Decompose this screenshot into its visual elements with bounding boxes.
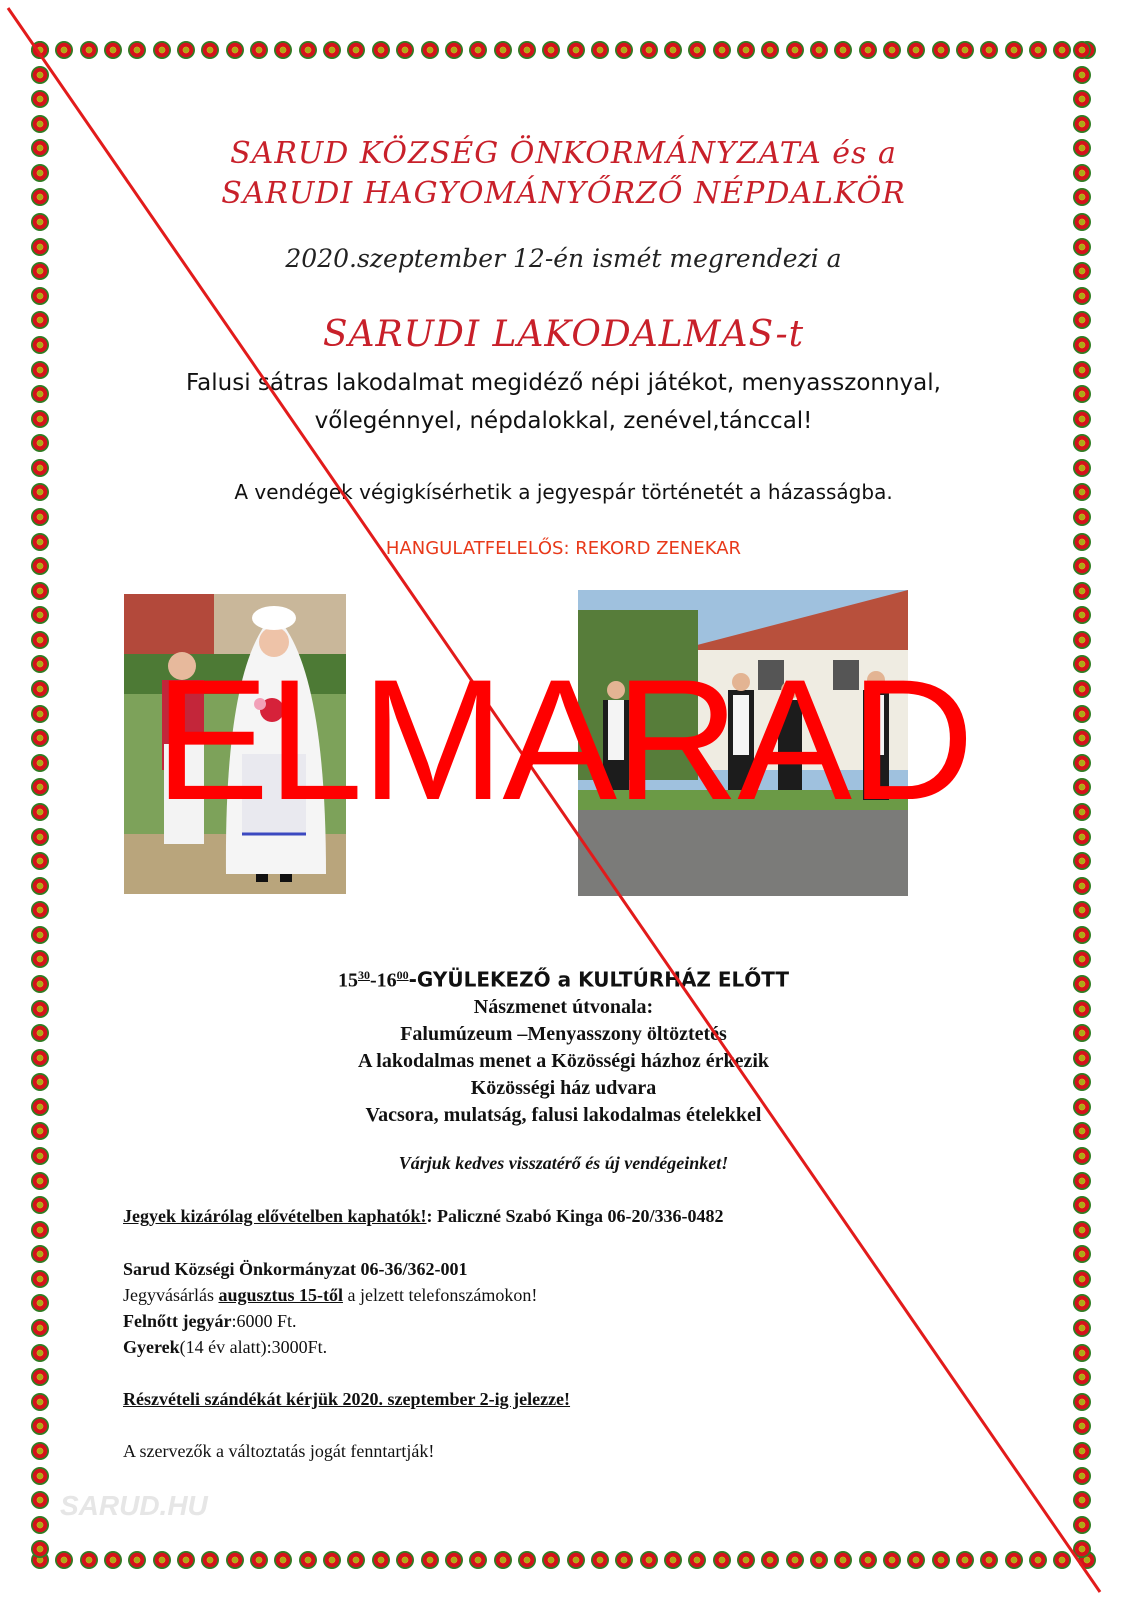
intro-line-2: vőlegénnyel, népdalokkal, zenével,tánccal!: [314, 408, 813, 434]
cancelled-stamp: ELMARAD: [154, 644, 973, 836]
route-step-3: Közösségi ház udvara: [470, 1077, 657, 1099]
guests-line: A vendégek végigkísérhetik a jegyespár történetét a házasságba.: [234, 480, 893, 504]
event-title: SARUDI LAKODALMAS-t: [322, 314, 805, 355]
adult-price: :6000 Ft.: [231, 1311, 297, 1331]
purchase-suffix: a jelzett telefonszámokon!: [342, 1285, 538, 1305]
tickets-label: Jegyek kizárólag elővételben kaphatók!: [123, 1206, 427, 1226]
rsvp-line: Részvételi szándékát kérjük 2020. szeptember 2-ig jelezze!: [123, 1389, 571, 1409]
route-title: Nászmenet útvonala:: [473, 996, 654, 1018]
intro-line-1: Falusi sátras lakodalmat megidéző népi játékot, menyasszonnyal,: [186, 370, 941, 396]
child-price: (14 év alatt):3000Ft.: [179, 1337, 328, 1357]
date-line: 2020.szeptember 12-én ismét megrendezi a: [285, 244, 842, 273]
child-label: Gyerek: [123, 1337, 180, 1357]
start-hour: 15: [337, 969, 358, 992]
purchase-date: augusztus 15-től: [218, 1285, 343, 1305]
purchase-prefix: Jegyvásárlás: [123, 1285, 219, 1305]
tickets-contact: : Paliczné Szabó Kinga 06-20/336-0482: [426, 1206, 724, 1226]
organizer-line-1: SARUD KÖZSÉG ÖNKORMÁNYZATA és a: [230, 136, 897, 171]
start-minute: 30: [357, 968, 370, 982]
route-step-4: Vacsora, mulatság, falusi lakodalmas ételekkel: [365, 1104, 762, 1126]
music-line: HANGULATFELELŐS: REKORD ZENEKAR: [385, 538, 742, 559]
end-hour: -16: [369, 969, 397, 992]
welcome-line: Várjuk kedves visszatérő és új vendégeinket!: [398, 1153, 729, 1173]
end-minute: 00: [396, 968, 409, 982]
gathering-text: -GYÜLEKEZŐ a KULTÚRHÁZ ELŐTT: [408, 967, 790, 992]
route-step-1: Falumúzeum –Menyasszony öltöztetés: [400, 1023, 727, 1045]
adult-label: Felnőtt jegyár: [123, 1311, 232, 1331]
disclaimer-line: A szervezők a változtatás jogát fenntartják!: [123, 1441, 435, 1461]
site-watermark: SARUD.HU: [60, 1490, 208, 1521]
office-line: Sarud Községi Önkormányzat 06-36/362-001: [123, 1259, 468, 1279]
organizer-line-2: SARUDI HAGYOMÁNYŐRZŐ NÉPDALKÖR: [221, 176, 906, 211]
route-step-2: A lakodalmas menet a Közösségi házhoz érkezik: [357, 1050, 770, 1072]
